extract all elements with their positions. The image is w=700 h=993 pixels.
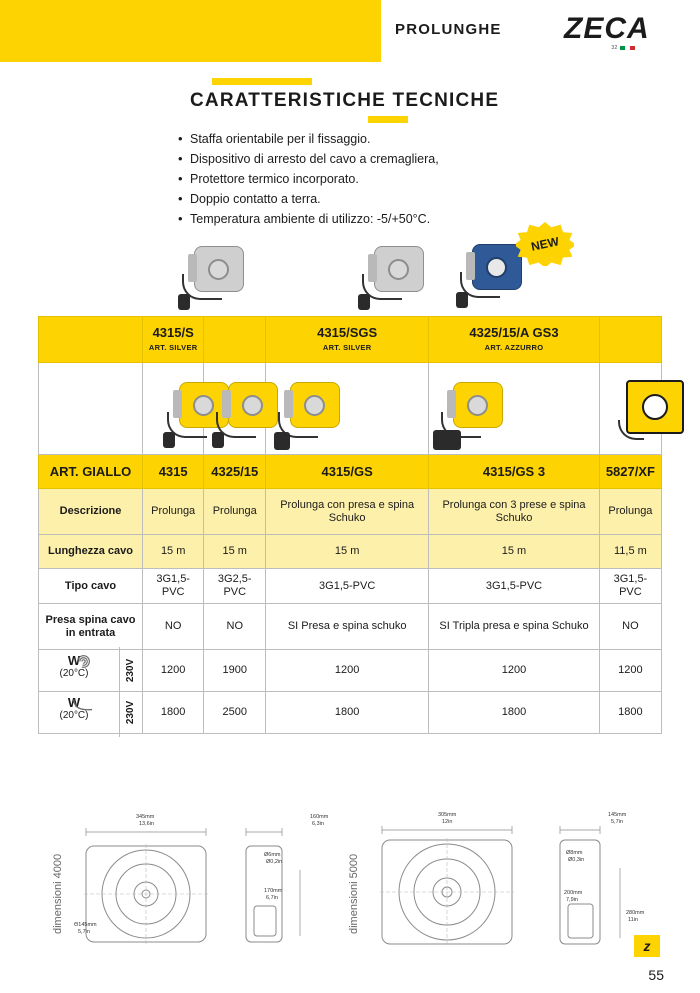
cell-code-1: 4315 [143, 455, 204, 489]
silver-subtitle: ART. SILVER [322, 342, 372, 352]
cell-image-4325-15 [204, 363, 266, 455]
drawing-4000 [68, 810, 368, 950]
cell-lunghezza-1: 15 m [143, 535, 204, 569]
cell-silver-code-3 [266, 317, 429, 363]
row-label-power-unwound [39, 692, 143, 734]
dim-mark: 13,6in [139, 821, 154, 827]
dimension-label-4000: dimensioni 4000 [52, 853, 64, 934]
dim-mark: 12in [442, 819, 453, 825]
cell-presa-1: NO [143, 604, 204, 650]
cell-tipo-cavo-2: 3G2,5-PVC [204, 569, 266, 604]
dim-mark: 5,7in [78, 929, 90, 935]
cell-image-4315 [143, 363, 204, 455]
dim-mark: 170mm [264, 888, 283, 894]
footer-brand-mark: z [634, 935, 660, 957]
row-label-descrizione: Descrizione [39, 489, 143, 535]
brand-sub-text: 32 [611, 45, 618, 51]
silver-code: 4315/S [152, 324, 194, 340]
cell-silver-blank [39, 317, 143, 363]
voltage-label: 230V [125, 658, 137, 683]
cell-descrizione-1: Prolunga [143, 489, 204, 535]
table-row-lunghezza [39, 535, 662, 569]
row-label-power-wound [39, 650, 143, 692]
cell-silver-code-2 [204, 317, 266, 363]
reel-plug [163, 432, 175, 448]
cell-code-4: 4315/GS 3 [429, 455, 600, 489]
cell-presa-3: SI Presa e spina schuko [266, 604, 429, 650]
cell-power-wound-4: 1200 [429, 650, 600, 692]
list-item: • Protettore termico incorporato. [190, 170, 576, 189]
specs-table [38, 316, 662, 734]
page-header [0, 0, 700, 62]
list-item: • Doppio contatto a terra. [190, 190, 576, 209]
cell-lunghezza-5: 11,5 m [599, 535, 661, 569]
cell-power-unwound-1: 1800 [143, 692, 204, 734]
cell-lunghezza-3: 15 m [266, 535, 429, 569]
reel-plug [212, 432, 224, 448]
title-accent-top [212, 78, 312, 85]
cell-descrizione-5: Prolunga [599, 489, 661, 535]
page-title: CARATTERISTICHE TECNICHE [190, 90, 500, 111]
coil-icon [75, 654, 92, 669]
dim-mark: 160mm [310, 814, 329, 820]
voltage-label: 230V [125, 700, 137, 725]
cell-lunghezza-2: 15 m [204, 535, 266, 569]
cell-image-blank [39, 363, 143, 455]
dim-mark: Θ145mm [74, 922, 97, 928]
table-row-presa-spina [39, 604, 662, 650]
cell-presa-2: NO [204, 604, 266, 650]
drawing-5000 [364, 810, 664, 950]
dim-mark: 5,7in [611, 819, 623, 825]
cable-unwound-icon [73, 697, 93, 713]
power-temp: (20°C) [59, 667, 89, 679]
reel-plug [178, 294, 190, 310]
cell-tipo-cavo-3: 3G1,5-PVC [266, 569, 429, 604]
cell-tipo-cavo-5: 3G1,5-PVC [599, 569, 661, 604]
cell-silver-code-1 [143, 317, 204, 363]
table-row-yellow-images [39, 363, 662, 455]
cell-image-5827-xf [599, 363, 661, 455]
cell-presa-4: SI Tripla presa e spina Schuko [429, 604, 600, 650]
silver-subtitle: ART. AZZURRO [484, 342, 544, 352]
dim-mark: 6,3in [312, 821, 324, 827]
new-badge-label: NEW [529, 234, 561, 254]
cell-power-wound-1: 1200 [143, 650, 204, 692]
features-list [176, 130, 576, 230]
dim-mark: 145mm [608, 812, 627, 818]
list-item: • Temperatura ambiente di utilizzo: -5/+50°C. [190, 210, 576, 229]
page-number: 55 [648, 967, 664, 983]
cell-descrizione-2: Prolunga [204, 489, 266, 535]
dim-mark: Ø6mm [264, 852, 281, 858]
power-unit-w: W [67, 694, 81, 710]
dim-mark: 200mm [564, 890, 583, 896]
cell-code-3: 4315/GS [266, 455, 429, 489]
cell-code-2: 4325/15 [204, 455, 266, 489]
dim-mark: Ø0,2in [266, 859, 283, 865]
dimension-drawings [38, 806, 662, 946]
cell-power-unwound-5: 1800 [599, 692, 661, 734]
table-row-tipo-cavo [39, 569, 662, 604]
row-label-art-giallo: ART. GIALLO [39, 455, 143, 489]
dim-mark: Ø0,3in [568, 857, 585, 863]
zeca-logo [564, 12, 682, 51]
power-unit-w: W [67, 652, 81, 668]
section-title: PROLUNGHE [395, 21, 502, 38]
table-row-silver-codes [39, 317, 662, 363]
cell-power-wound-3: 1200 [266, 650, 429, 692]
cell-image-4315-gs [266, 363, 429, 455]
voltage-label-wrap [120, 652, 142, 690]
cell-descrizione-3: Prolunga con presa e spina Schuko [266, 489, 429, 535]
power-temp: (20°C) [59, 709, 89, 721]
list-item: • Staffa orientabile per il fissaggio. [190, 130, 576, 149]
cell-power-wound-5: 1200 [599, 650, 661, 692]
row-label-lunghezza: Lunghezza cavo [39, 535, 143, 569]
dimension-label-5000: dimensioni 5000 [348, 853, 360, 934]
dim-mark: 7,9in [566, 897, 578, 903]
cell-tipo-cavo-1: 3G1,5-PVC [143, 569, 204, 604]
silver-code: 4325/15/A GS3 [469, 324, 559, 340]
table-row-yellow-codes [39, 455, 662, 489]
list-item: • Dispositivo di arresto del cavo a cremagliera, [190, 150, 576, 169]
cell-tipo-cavo-4: 3G1,5-PVC [429, 569, 600, 604]
header-yellow-band [0, 0, 381, 62]
dim-mark: 6,7in [266, 895, 278, 901]
reel-plug-schuko [274, 432, 290, 450]
cell-silver-code-5 [599, 317, 661, 363]
row-label-tipo-cavo: Tipo cavo [39, 569, 143, 604]
cell-power-unwound-2: 2500 [204, 692, 266, 734]
table-row-descrizione [39, 489, 662, 535]
italy-flag-icon [620, 46, 635, 50]
cell-descrizione-4: Prolunga con 3 prese e spina Schuko [429, 489, 600, 535]
table-row-power-wound [39, 650, 662, 692]
brand-sub [564, 45, 682, 51]
dim-mark: 305mm [438, 812, 457, 818]
brand-name: ZECA [564, 12, 650, 45]
dim-mark: Ø8mm [566, 850, 583, 856]
silver-subtitle: ART. SILVER [148, 342, 198, 352]
cell-power-unwound-4: 1800 [429, 692, 600, 734]
reel-cable [618, 420, 644, 440]
dim-mark: 11in [628, 917, 638, 923]
reel-triple-socket [433, 430, 461, 450]
dim-mark: 280mm [626, 910, 645, 916]
table-row-power-unwound [39, 692, 662, 734]
title-accent-bottom [368, 116, 408, 123]
cell-power-wound-2: 1900 [204, 650, 266, 692]
new-badge [516, 222, 574, 266]
row-label-presa-spina: Presa spina cavo in entrata [39, 604, 143, 650]
reel-hub [642, 394, 668, 420]
voltage-label-wrap [120, 694, 142, 732]
silver-code: 4315/SGS [317, 324, 378, 340]
cell-code-5: 5827/XF [599, 455, 661, 489]
cell-power-unwound-3: 1800 [266, 692, 429, 734]
product-image-4315-s [154, 228, 284, 316]
cell-silver-code-4 [429, 317, 600, 363]
dim-mark: 345mm [136, 814, 155, 820]
reel-plug [358, 294, 370, 310]
cell-presa-5: NO [599, 604, 661, 650]
reel-plug [456, 292, 468, 308]
title-block [190, 78, 520, 123]
cell-image-4315-gs3 [429, 363, 600, 455]
cell-lunghezza-4: 15 m [429, 535, 600, 569]
product-image-4315-sgs [348, 228, 446, 316]
